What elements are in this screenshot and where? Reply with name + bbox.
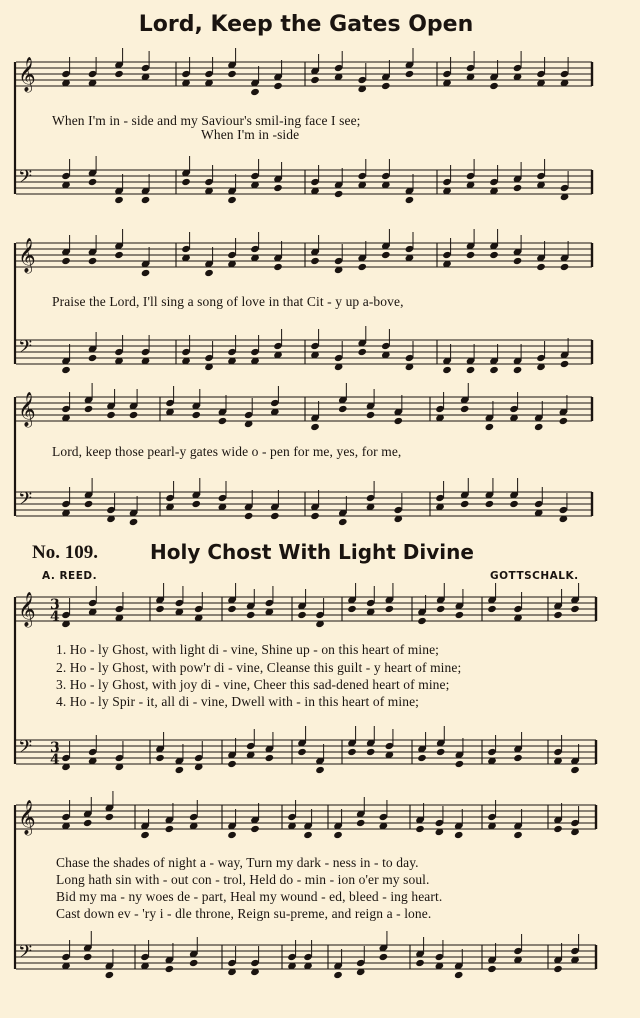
- verse-line-3a: 3. Ho - ly Ghost, with joy di - vine, Cheer this sad-dened heart of mine;: [56, 677, 450, 692]
- note-head: [454, 971, 464, 979]
- note-head: [83, 819, 93, 827]
- note-head: [175, 766, 185, 774]
- time-signature-top: 3: [50, 740, 60, 756]
- note-head: [534, 423, 544, 431]
- note-head: [297, 611, 307, 619]
- note-head: [250, 88, 260, 96]
- note-head: [129, 411, 139, 419]
- note-head: [513, 257, 523, 265]
- note-head: [191, 411, 201, 419]
- note-head: [165, 965, 175, 973]
- bass-clef: 𝄢: [18, 737, 33, 762]
- note-head: [513, 754, 523, 762]
- note-head: [181, 178, 191, 186]
- note-head: [485, 500, 495, 508]
- note-head: [114, 196, 124, 204]
- note-head: [315, 766, 325, 774]
- note-head: [489, 251, 499, 259]
- note-head: [559, 417, 569, 425]
- note-head: [489, 366, 499, 374]
- note-head: [415, 825, 425, 833]
- note-head: [436, 605, 446, 613]
- note-head: [129, 518, 139, 526]
- note-head: [310, 257, 320, 265]
- note-head: [570, 766, 580, 774]
- note-head: [513, 366, 523, 374]
- time-signature-top: 3: [50, 597, 60, 613]
- note-head: [227, 196, 237, 204]
- note-head: [553, 611, 563, 619]
- note-head: [455, 760, 465, 768]
- song1-lyric-line2: Praise the Lord, I'll sing a song of love in that Cit - y up a-bove,: [52, 294, 404, 309]
- note-head: [553, 825, 563, 833]
- note-head: [455, 611, 465, 619]
- note-head: [218, 417, 228, 425]
- note-head: [485, 423, 495, 431]
- note-head: [436, 748, 446, 756]
- bass-clef: 𝄢: [18, 337, 33, 362]
- note-head: [310, 76, 320, 84]
- note-head: [357, 263, 367, 271]
- note-head: [105, 813, 115, 821]
- note-head: [88, 354, 98, 362]
- note-head: [227, 605, 237, 613]
- note-head: [227, 70, 237, 78]
- note-head: [405, 196, 415, 204]
- time-signature-bottom: 4: [50, 752, 60, 768]
- note-head: [466, 251, 476, 259]
- note-head: [415, 959, 425, 967]
- note-head: [61, 257, 71, 265]
- note-head: [381, 82, 391, 90]
- note-head: [141, 269, 151, 277]
- treble-clef: 𝄞: [18, 238, 36, 273]
- note-head: [105, 971, 115, 979]
- note-head: [88, 178, 98, 186]
- note-head: [347, 605, 357, 613]
- note-head: [513, 831, 523, 839]
- note-head: [570, 605, 580, 613]
- note-head: [84, 500, 94, 508]
- verse-line-1a: 1. Ho - ly Ghost, with light di - vine, Shine up - on this heart of mine;: [56, 642, 440, 657]
- note-head: [273, 82, 283, 90]
- composer-credit: GOTTSCHALK.: [490, 570, 579, 582]
- note-head: [454, 831, 464, 839]
- note-head: [273, 184, 283, 192]
- song1-title: Lord, Keep the Gates Open: [138, 12, 474, 37]
- note-head: [114, 70, 124, 78]
- note-head: [310, 512, 320, 520]
- note-head: [347, 748, 357, 756]
- note-head: [106, 411, 116, 419]
- verse-line-2a: 2. Ho - ly Ghost, with pow'r di - vine, Cleanse this guilt - y heart of mine;: [56, 660, 462, 675]
- song1-lyric-line1: When I'm in - side and my Saviour's smil-ing face I see;: [52, 113, 361, 128]
- note-head: [140, 831, 150, 839]
- note-head: [560, 263, 570, 271]
- note-head: [417, 754, 427, 762]
- note-head: [509, 500, 519, 508]
- hymn-number: No. 109.: [32, 542, 98, 563]
- note-head: [460, 500, 470, 508]
- note-head: [487, 605, 497, 613]
- verse-line-4b: Cast down ev - 'ry i - dle throne, Reign su-preme, and reign a - lone.: [56, 906, 432, 921]
- note-head: [379, 953, 389, 961]
- note-head: [84, 405, 94, 413]
- note-head: [244, 512, 254, 520]
- note-head: [393, 417, 403, 425]
- song2-title: Holy Chost With Light Divine: [150, 540, 474, 564]
- note-head: [417, 617, 427, 625]
- note-head: [273, 263, 283, 271]
- note-head: [460, 405, 470, 413]
- author-credit: A. REED.: [42, 570, 98, 582]
- treble-clef: 𝄞: [18, 392, 36, 427]
- time-signature-bottom: 4: [50, 609, 60, 625]
- note-head: [366, 748, 376, 756]
- note-head: [303, 831, 313, 839]
- note-head: [270, 512, 280, 520]
- note-head: [250, 825, 260, 833]
- bass-clef: 𝄢: [18, 489, 33, 514]
- treble-clef: 𝄞: [18, 57, 36, 92]
- note-head: [442, 366, 452, 374]
- verse-line-1b: Chase the shades of night a - way, Turn my dark - ness in - to day.: [56, 855, 419, 870]
- note-head: [310, 423, 320, 431]
- verse-line-2b: Long hath sin with - out con - trol, Held do - min - ion o'er my soul.: [56, 872, 430, 887]
- note-head: [246, 611, 256, 619]
- note-head: [165, 825, 175, 833]
- note-head: [204, 269, 214, 277]
- note-head: [513, 184, 523, 192]
- note-head: [61, 366, 71, 374]
- bass-clef: 𝄢: [18, 942, 33, 967]
- note-head: [191, 500, 201, 508]
- note-head: [356, 819, 366, 827]
- note-head: [155, 605, 165, 613]
- note-head: [114, 251, 124, 259]
- note-head: [560, 360, 570, 368]
- note-head: [405, 70, 415, 78]
- note-head: [366, 411, 376, 419]
- note-head: [265, 754, 275, 762]
- note-head: [357, 348, 367, 356]
- note-head: [334, 190, 344, 198]
- note-head: [338, 405, 348, 413]
- note-head: [466, 366, 476, 374]
- treble-clef: 𝄞: [18, 800, 36, 835]
- note-head: [88, 257, 98, 265]
- song1-lyric-line3: Lord, keep those pearl-y gates wide o - pen for me, yes, for me,: [52, 444, 402, 459]
- treble-clef: 𝄞: [18, 592, 36, 627]
- verse-line-3b: Bid my ma - ny woes de - part, Heal my wound - ed, bleed - ing heart.: [56, 889, 443, 904]
- note-head: [333, 971, 343, 979]
- note-head: [83, 953, 93, 961]
- note-head: [141, 196, 151, 204]
- note-head: [489, 82, 499, 90]
- song1-lyric-line1-alt: When I'm in -side: [201, 127, 300, 142]
- note-head: [227, 760, 237, 768]
- note-head: [227, 831, 237, 839]
- verse-line-4a: 4. Ho - ly Spir - it, all di - vine, Dwell with - in this heart of mine;: [56, 694, 420, 709]
- note-head: [155, 754, 165, 762]
- note-head: [297, 748, 307, 756]
- note-head: [536, 263, 546, 271]
- note-head: [381, 251, 391, 259]
- note-head: [385, 605, 395, 613]
- note-head: [553, 965, 563, 973]
- note-head: [333, 831, 343, 839]
- note-head: [189, 959, 199, 967]
- note-head: [487, 965, 497, 973]
- bass-clef: 𝄢: [18, 167, 33, 192]
- note-head: [338, 518, 348, 526]
